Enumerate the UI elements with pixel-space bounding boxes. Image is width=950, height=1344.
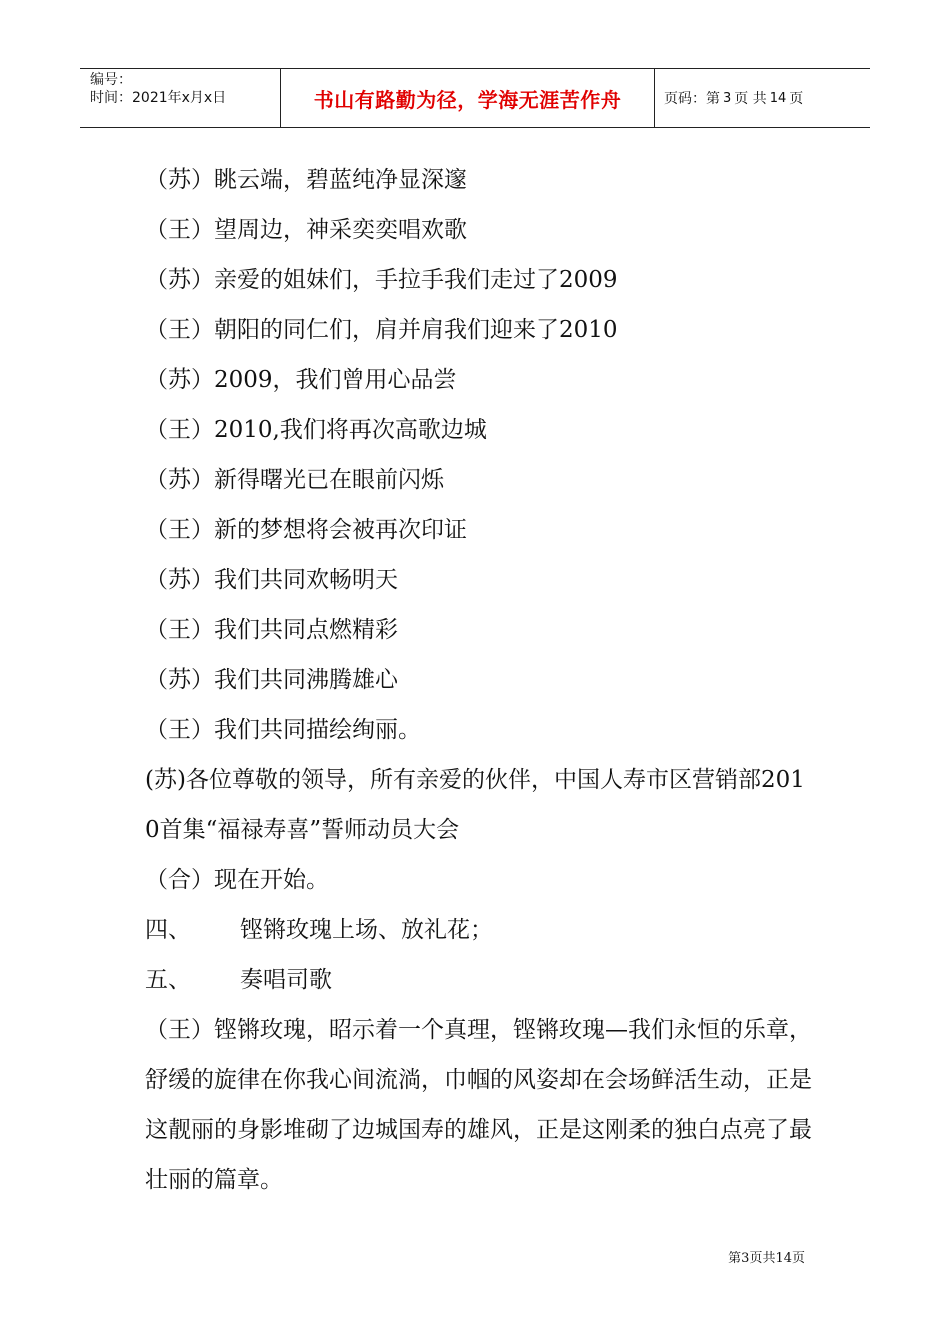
dialogue-line: （王）2010,我们将再次高歌边城 [145,417,487,443]
page-mid: 页 共 [734,91,767,107]
dialogue-line: （苏）新得曙光已在眼前闪烁 [145,467,444,493]
page-prefix: 页码：第 [664,91,720,107]
dialogue-line: （苏）亲爱的姐妹们，手拉手我们走过了2009 [145,267,618,293]
dialogue-line: （王）新的梦想将会被再次印证 [145,517,467,543]
date-line: 时间：2021年x月x日 [90,90,227,106]
dialogue-line: （王）望周边，神采奕奕唱欢歌 [145,217,467,243]
announcement-paragraph: (苏)各位尊敬的领导，所有亲爱的伙伴，中国人寿市区营销部2010首集“福禄寿喜”誓师动员大会 [145,767,805,843]
dialogue-line: （王）朝阳的同仁们，肩并肩我们迎来了2010 [145,317,618,343]
header-page-number [655,69,870,127]
page-num: 3 [723,90,732,106]
page-total: 14 [769,90,787,106]
list-item [145,955,815,1005]
list-item [145,905,815,955]
list-text: 奏唱司歌 [240,967,332,993]
dialogue-line: （苏）2009，我们曾用心品尝 [145,367,457,393]
dialogue-line: （苏）我们共同沸腾雄心 [145,667,398,693]
page-suffix: 页 [789,91,804,107]
header-meta [80,69,281,127]
dialogue-line: （王）我们共同描绘绚丽。 [145,717,421,743]
page-footer: 第3页共14页 [728,1251,805,1266]
document-body [145,155,815,1205]
header-motto: 书山有路勤为径，学海无涯苦作舟 [281,69,655,127]
list-number: 五、 [145,967,191,993]
serial-label: 编号： [90,72,132,88]
closing-paragraph: （王）铿锵玫瑰，昭示着一个真理，铿锵玫瑰—我们永恒的乐章，舒缓的旋律在你我心间流淌，巾帼的风姿却在会场鲜活生动，正是这靓丽的身影堆砌了边城国寿的雄风，正是这刚柔的独白点亮了最壮丽的篇章。 [145,1017,812,1193]
list-text: 铿锵玫瑰上场、放礼花； [240,917,493,943]
dialogue-line: （王）我们共同点燃精彩 [145,617,398,643]
dialogue-line: （苏）我们共同欢畅明天 [145,567,398,593]
list-number: 四、 [145,917,191,943]
together-line: （合）现在开始。 [145,867,329,893]
page-header [80,68,870,128]
dialogue-line: （苏）眺云端，碧蓝纯净显深邃 [145,167,467,193]
